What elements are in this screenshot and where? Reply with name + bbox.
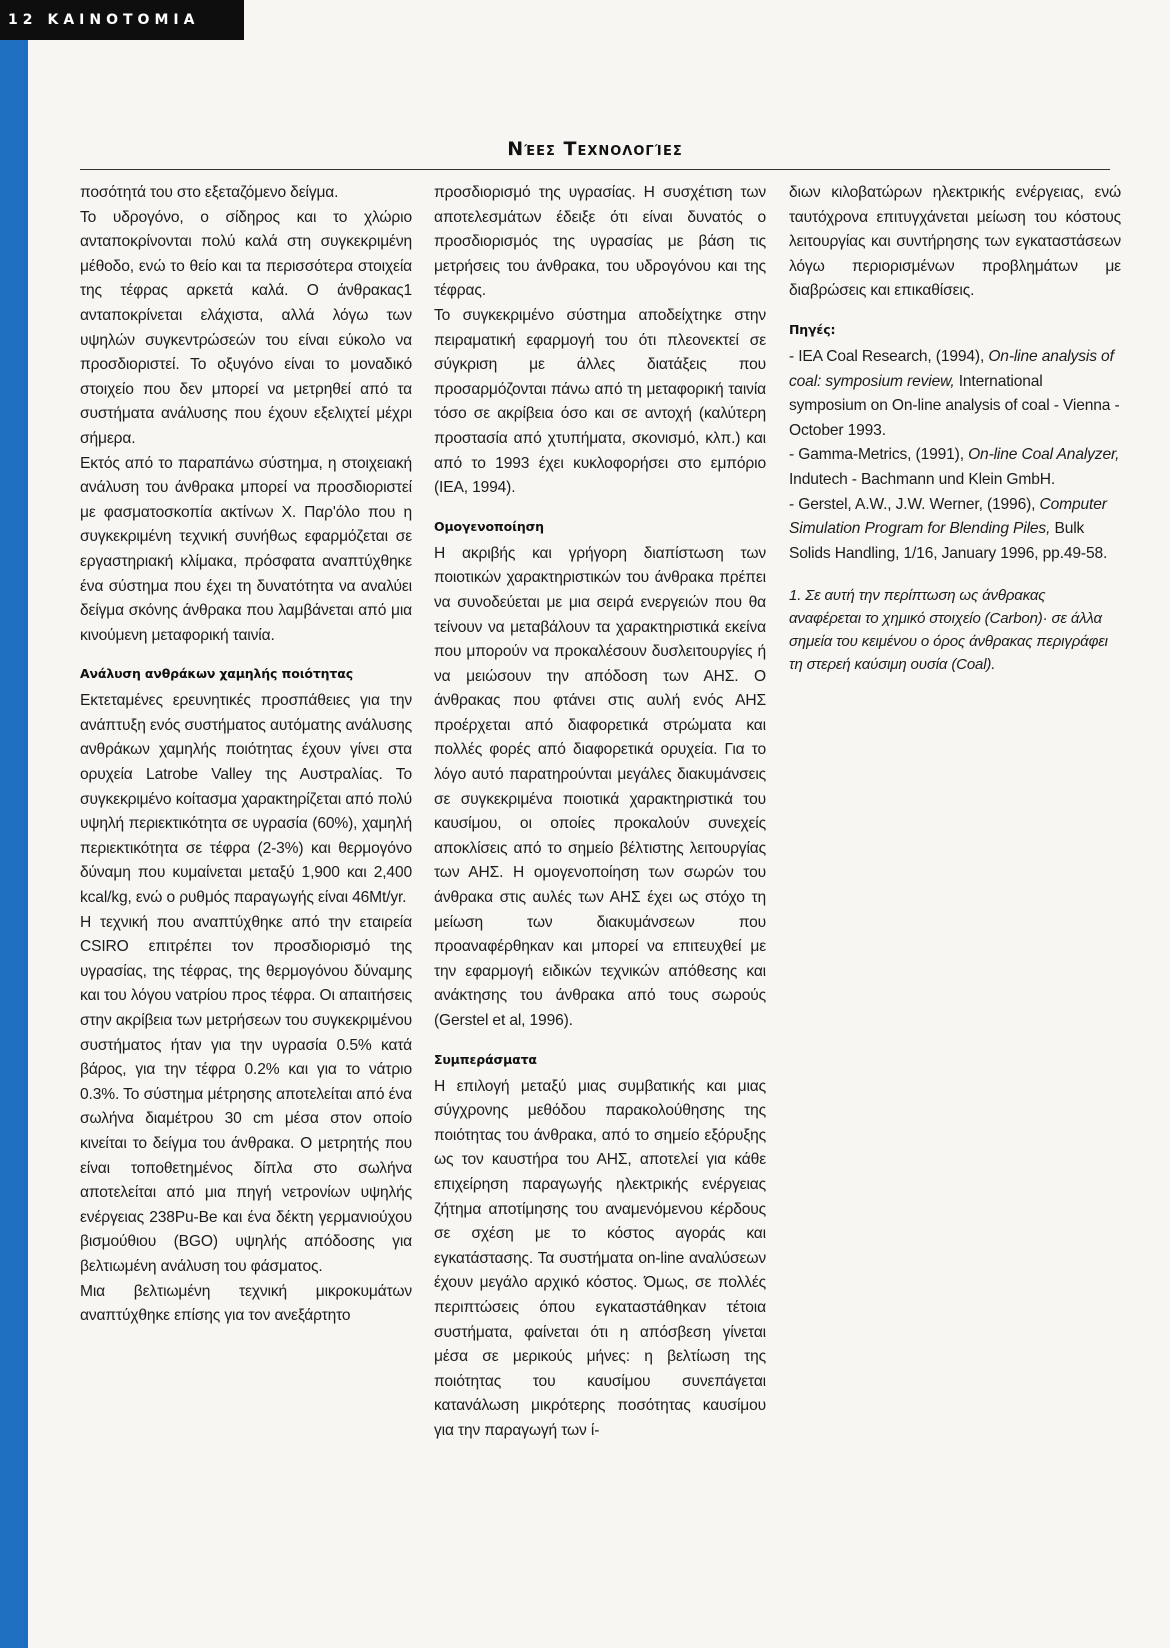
subheading: Ομογενοποίηση: [434, 518, 544, 534]
paragraph: Εκτός από το παραπάνω σύστημα, η στοιχειακή ανάλυση του άνθρακα μπορεί να προσδιοριστεί με φασματοσκοπία ακτίνων Χ. Παρ'όλο που η συγκεκριμένη τεχνική συνήθως εφαρμόζεται σε εργαστηριακή κλίμακα, πρόσφατα αναπτύχθηκε ένα σύστημα που έχει τη δυνατότητα να αναλύει δείγμα σκόνης άνθρακα που λαμβάνεται από μια κινούμενη μεταφορική ταινία.: [80, 454, 412, 644]
paragraph: Το υδρογόνο, ο σίδηρος και το χλώριο ανταποκρίνονται πολύ καλά στη συγκεκριμένη μέθοδο, ενώ το θείο και τα περισσότερα στοιχεία της τέφρας αρκετά καλά. Ο άνθρακας1 ανταποκρίνεται ελάχιστα, αλλά λόγω των υψηλών συγκεντρώσεών του είναι εύκολο να προσδιοριστεί. Το οξυγόνο είναι το μοναδικό στοιχείο που δεν μπορεί να μετρηθεί από τα συστήματα ανάλυσης που έχουν εξελιχτεί μέχρι σήμερα.: [80, 208, 412, 447]
paragraph: προσδιορισμό της υγρασίας. Η συσχέτιση των αποτελεσμάτων έδειξε ότι είναι δυνατός ο προσδιορισμός της υγρασίας με βάση τις μετρήσεις του άνθρακα, του υδρογόνου και της τέφρας.: [434, 184, 766, 300]
paragraph: Η ακριβής και γρήγορη διαπίστωση των ποιοτικών χαρακτηριστικών του άνθρακα πρέπει να συνοδεύεται με μια σειρά ενεργειών που θα τείνουν να μεταβάλουν τα χαρακτηριστικά εκείνα που μπορούν να προκαλέσουν δυσλειτουργίες ή να μειώσουν την απόδοση των ΑΗΣ. Ο άνθρακας που φτάνει στις αυλή ενός ΑΗΣ προέρχεται από διαφορετικά στρώματα και πολλές φορές από διαφορετικά ορυχεία. Για το λόγο αυτό παρατηρούνται μεγάλες διακυμάνσεις σε συγκεκριμένα ποιοτικά χαρακτηριστικά του καυσίμου, οι οποίες προκαλούν συνεχείς αποκλίσεις από το σημείο βέλτιστης λειτουργίας των ΑΗΣ. Η ομογενοποίηση των σωρών του άνθρακα στις αυλές των ΑΗΣ έχει ως στόχο τη μείωση των διακυμάνσεων που προαναφέρθηκαν και μπορεί να επιτευχθεί με την εφαρμογή ειδικών τεχνικών απόθεσης και ανάκτησης του άνθρακα από τους σωρούς (Gerstel et al, 1996).: [434, 544, 766, 1029]
subheading: Συμπεράσματα: [434, 1051, 537, 1067]
reference-item: [789, 345, 1121, 443]
subheading: Πηγές:: [789, 321, 836, 337]
paragraph: διων κιλοβατώρων ηλεκτρικής ενέργειας, ενώ ταυτόχρονα επιτυγχάνεται μείωση του κόστους λειτουργίας και συντήρησης των εγκαταστάσεων λόγω περιορισμένων προβλημάτων με διαβρώσεις και επικαθίσεις.: [789, 184, 1121, 300]
reference-author: - IEA Coal Research, (1994),: [789, 347, 989, 365]
references-list: [789, 345, 1121, 566]
reference-title: On-line analysis of coal: symposium review,: [789, 347, 1114, 390]
paragraph: Η επιλογή μεταξύ μιας συμβατικής και μιας σύγχρονης μεθόδου παρακολούθησης της ποιότητας του άνθρακα, από το σημείο εξόρυξης ως τον καυστήρα του ΑΗΣ, αποτελεί για κάθε επιχείρηση παραγωγής ηλεκτρικής ενέργειας ζήτημα αποτίμησης του αναμενόμενου κέρδους σε σχέση με το κόστος αγοράς και εγκατάστασης. Τα συστήματα on-line αναλύσεων έχουν μεγάλο αρχικό κόστος. Όμως, σε πολλές περιπτώσεις όπου εγκαταστάθηκαν τέτοια συστήματα, φαίνεται ότι η απόσβεση γίνεται μέσα σε μερικούς μήνες: η βελτίωση της ποιότητας του καυσίμου συνεπάγεται κατανάλωση μικρότερης ποσότητας καυσίμου για την παραγωγή των ί-: [434, 1077, 766, 1439]
reference-item: [789, 443, 1121, 492]
text-column-2: [434, 181, 766, 1444]
footnote: 1. Σε αυτή την περίπτωση ως άνθρακας αναφέρεται το χημικό στοιχείο (Carbon)· σε άλλα σημεία του κειμένου ο όρος άνθρακας περιγράφει τη στερεή καύσιμη ουσία (Coal).: [789, 587, 1108, 674]
paragraph: Η τεχνική που αναπτύχθηκε από την εταιρεία CSIRO επιτρέπει τον προσδιορισμό της υγρασίας, της τέφρας, της θερμογόνου δύναμης και του λόγου νατρίου προς τέφρα. Οι απαιτήσεις στην ακρίβεια των μετρήσεων του συγκεκριμένου συστήματος ήταν για την υγρασία 0.5% κατά βάρος, για την τέφρα 0.2% και για το νάτριο 0.3%. Το σύστημα μέτρησης αποτελείται από ένα σωλήνα διαμέτρου 30 cm μέσα στον οποίο κινείται το δείγμα του άνθρακα. Ο μετρητής που είναι τοποθετημένος δίπλα στο σωλήνα αποτελείται από μια πηγή νετρονίων υψηλής ενέργειας 238Pu-Be και ένα δέκτη γερμανιούχου βισμούθιου (BGO) υψηλής απόδοσης για βελτιωμένη ανάλυση του φάσματος.: [80, 913, 412, 1275]
column-3-body: [789, 181, 1121, 339]
reference-author: - Gerstel, A.W., J.W. Werner, (1996),: [789, 495, 1040, 513]
reference-details: International symposium on On-line analysis of coal - Vienna - October 1993.: [789, 372, 1120, 439]
reference-author: - Gamma-Metrics, (1991),: [789, 446, 969, 464]
text-column-3: [789, 181, 1121, 676]
paragraph: Εκτεταμένες ερευνητικές προσπάθειες για την ανάπτυξη ενός συστήματος αυτόματης ανάλυσης ανθράκων χαμηλής ποιότητας έχουν γίνει στα ορυχεία Latrobe Valley της Αυστραλίας. Το συγκεκριμένο κοίτασμα χαρακτηρίζεται από πολύ υψηλή περιεκτικότητα σε υγρασία (60%), χαμηλή περιεκτικότητα σε τέφρα (2-3%) και θερμογόνο δύναμη που κυμαίνεται μεταξύ 1,900 και 2,400 kcal/kg, ενώ ο ρυθμός παραγωγής είναι 46Mt/yr.: [80, 692, 412, 907]
reference-details: Indutech - Bachmann und Klein GmbH.: [789, 470, 1056, 488]
paragraph: ποσότητά του στο εξεταζόμενο δείγμα.: [80, 184, 339, 201]
reference-item: [789, 493, 1121, 567]
page-header-tab: [0, 0, 244, 40]
subheading: Ανάλυση ανθράκων χαμηλής ποιότητας: [80, 666, 353, 682]
paragraph: Το συγκεκριμένο σύστημα αποδείχτηκε στην πειραματική εφαρμογή του ότι πλεονεκτεί σε σύγκριση με άλλες διατάξεις που προσαρμόζονται πάνω από τη μεταφορική ταινία τόσο σε ακρίβεια όσο και σε αντοχή (καλύτερη προστασία από χτυπήματα, σκονισμό, κλπ.) και από το 1993 έχει κυκλοφορήσει στο εμπόριο (IEA, 1994).: [434, 306, 766, 497]
reference-title: Computer Simulation Program for Blending Piles,: [789, 495, 1107, 538]
text-column-1: [80, 181, 412, 1329]
section-title: Νέες Τεχνολογίες: [507, 138, 683, 160]
page-edge-strip: [0, 0, 28, 1648]
reference-title: On-line Coal Analyzer,: [968, 446, 1120, 464]
paragraph: Μια βελτιωμένη τεχνική μικροκυμάτων αναπτύχθηκε επίσης για τον ανεξάρτητο: [80, 1282, 412, 1325]
page-number: 12: [8, 12, 38, 28]
reference-details: Bulk Solids Handling, 1/16, January 1996, pp.49-58.: [789, 520, 1108, 562]
section-divider: [80, 169, 1110, 170]
magazine-section-name: ΚΑΙΝΟΤΟΜΙΑ: [47, 12, 200, 28]
